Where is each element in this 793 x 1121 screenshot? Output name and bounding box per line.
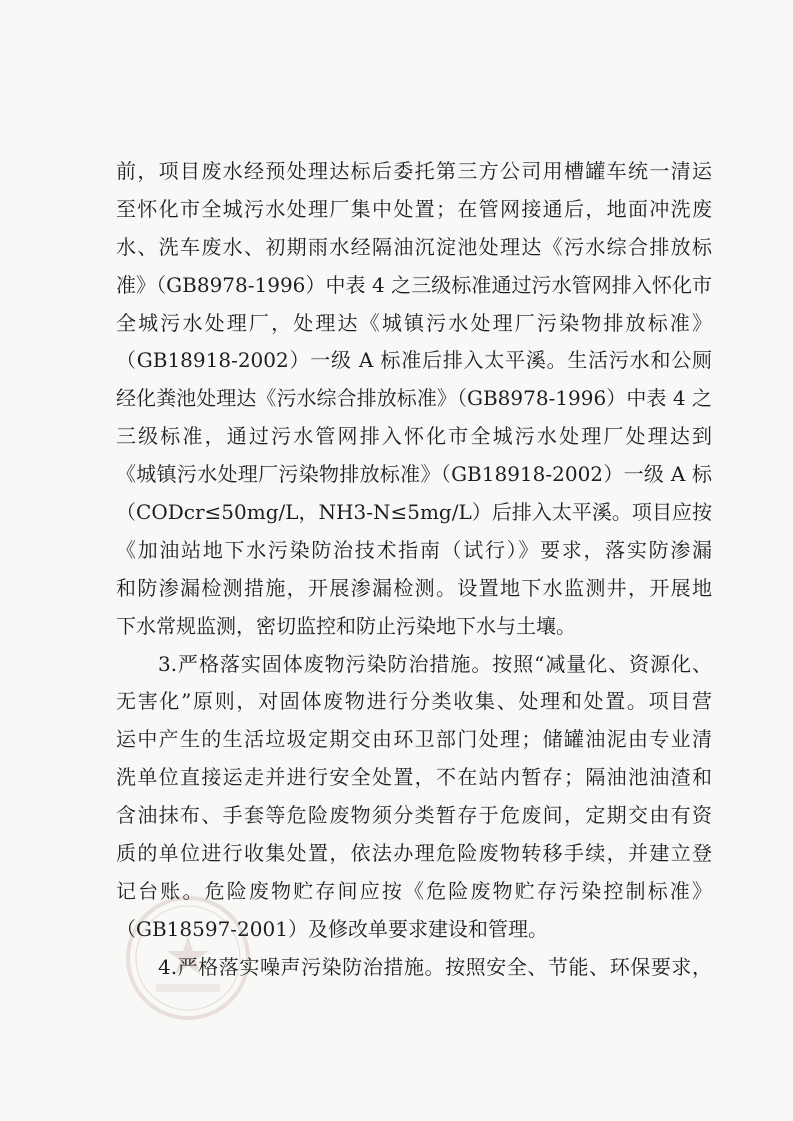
paragraph-noise <box>116 949 712 987</box>
text-line: 和防渗漏检测措施，开展渗漏检测。设置地下水监测井，开展地 <box>116 575 712 600</box>
text-line: 三级标准，通过污水管网排入怀化市全城污水处理厂处理达到 <box>116 424 712 449</box>
text-line: 《城镇污水处理厂污染物排放标准》（GB18918-2002）一级 A 标 <box>116 462 712 487</box>
text-line: 4.严格落实噪声污染防治措施。按照安全、节能、环保要求， <box>158 954 712 979</box>
text-line: 无害化”原则，对固体废物进行分类收集、处理和处置。项目营 <box>116 689 712 714</box>
text-line: 全城污水处理厂，处理达《城镇污水处理厂污染物排放标准》 <box>116 310 712 335</box>
text-line: 经化粪池处理达《污水综合排放标准》（GB8978-1996）中表 4 之 <box>116 386 712 411</box>
document-body <box>116 153 712 987</box>
text-line: 3.严格落实固体废物污染防治措施。按照“减量化、资源化、 <box>158 651 712 676</box>
text-line: 下水常规监测，密切监控和防止污染地下水与土壤。 <box>116 613 576 638</box>
text-line: 含油抹布、手套等危险废物须分类暂存于危废间，定期交由有资 <box>116 803 712 828</box>
text-line: 准》（GB8978-1996）中表 4 之三级标准通过污水管网排入怀化市 <box>116 272 712 297</box>
text-line: 水、洗车废水、初期雨水经隔油沉淀池处理达《污水综合排放标 <box>116 234 712 259</box>
text-line: （GB18918-2002）一级 A 标准后排入太平溪。生活污水和公厕 <box>116 348 712 373</box>
text-line: 记台账。危险废物贮存间应按《危险废物贮存污染控制标准》 <box>116 878 712 903</box>
text-line: 《加油站地下水污染防治技术指南（试行）》要求，落实防渗漏 <box>116 537 712 562</box>
text-line: 前，项目废水经预处理达标后委托第三方公司用槽罐车统一清运 <box>116 159 712 183</box>
paragraph-wastewater <box>116 153 712 646</box>
text-line: 运中产生的生活垃圾定期交由环卫部门处理；储罐油泥由专业清 <box>116 727 712 752</box>
paragraph-solid-waste <box>116 646 712 949</box>
text-line: （CODcr≤50mg/L，NH3-N≤5mg/L）后排入太平溪。项目应按 <box>116 500 712 525</box>
text-line: （GB18597-2001）及修改单要求建设和管理。 <box>116 916 548 941</box>
text-line: 质的单位进行收集处置，依法办理危险废物转移手续，并建立登 <box>116 841 712 866</box>
text-line: 至怀化市全城污水处理厂集中处置；在管网接通后，地面冲洗废 <box>116 196 712 221</box>
text-line: 洗单位直接运走并进行安全处置，不在站内暂存；隔油池油渣和 <box>116 765 712 790</box>
